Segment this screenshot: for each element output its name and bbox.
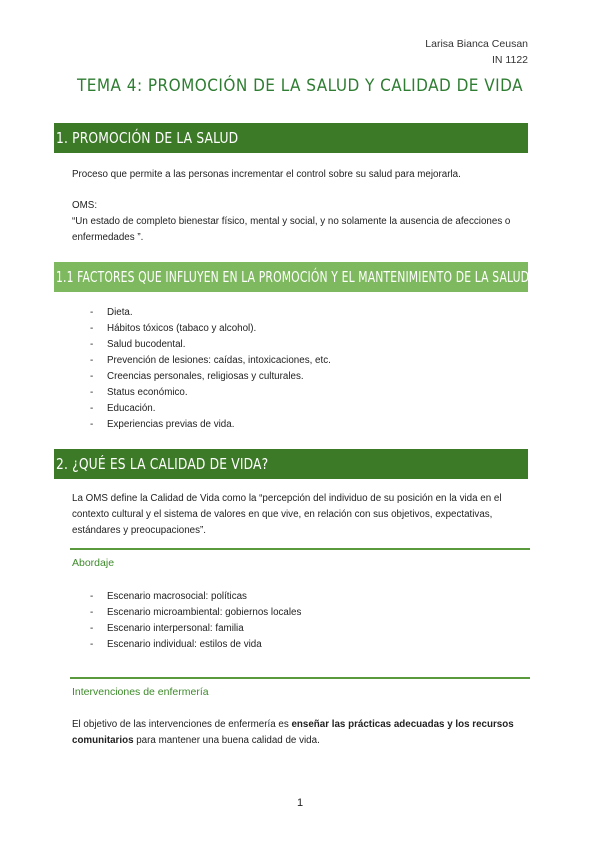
oms-label: OMS: — [72, 200, 98, 211]
list-item: - Escenario interpersonal: familia — [90, 621, 530, 637]
health-promotion-definition: Proceso que permite a las personas incrementar el control sobre su salud para mejorarla. — [72, 169, 461, 180]
list-item: - Creencias personales, religiosas y culturales. — [90, 369, 530, 385]
list-item: - Escenario individual: estilos de vida — [90, 637, 530, 653]
list-item: - Hábitos tóxicos (tabaco y alcohol). — [90, 321, 530, 337]
section-1-1-heading — [54, 262, 528, 292]
divider — [70, 677, 530, 679]
section-2-heading — [54, 449, 528, 479]
list-item: - Educación. — [90, 401, 530, 417]
author-name: Larisa Bianca Ceusan — [425, 38, 528, 50]
section-1-heading — [54, 123, 528, 153]
list-item: - Dieta. — [90, 305, 530, 321]
document-title: TEMA 4: PROMOCIÓN DE LA SALUD Y CALIDAD DE VIDA — [76, 76, 524, 96]
abordaje-heading: Abordaje — [72, 557, 115, 569]
oms-quote: “Un estado de completo bienestar físico, mental y social, y no solamente la ausencia de afecciones o enfermedades ”. — [72, 216, 511, 243]
intervenciones-emphasis: enseñar las prácticas adecuadas y los recursos comunitarios — [72, 719, 514, 746]
intervenciones-text-end: para mantener una buena calidad de vida. — [133, 735, 320, 746]
intervenciones-paragraph — [72, 717, 530, 749]
group-code: IN 1122 — [492, 54, 528, 66]
health-factors-list — [90, 305, 530, 433]
section-1-1-heading-text: 1.1 FACTORES QUE INFLUYEN EN LA PROMOCIÓN Y EL MANTENIMIENTO DE LA SALUD — [56, 268, 530, 286]
quality-of-life-definition: La OMS define la Calidad de Vida como la “percepción del individuo de su posición en la vida en el contexto cultural y el sistema de valores en que vive, en relación con sus objetivos, expectativas, estándares y preocupaciones”. — [72, 493, 502, 536]
page-number: 1 — [296, 797, 304, 809]
list-item: - Escenario microambiental: gobiernos locales — [90, 605, 530, 621]
divider — [70, 548, 530, 550]
intervenciones-text-start: El objetivo de las intervenciones de enfermería es — [72, 719, 292, 730]
list-item: - Salud bucodental. — [90, 337, 530, 353]
section-1-heading-text: 1. PROMOCIÓN DE LA SALUD — [56, 129, 239, 147]
intervenciones-heading: Intervenciones de enfermería — [72, 686, 209, 698]
section-2-heading-text: 2. ¿QUÉ ES LA CALIDAD DE VIDA? — [56, 455, 269, 473]
list-item: - Status económico. — [90, 385, 530, 401]
list-item: - Prevención de lesiones: caídas, intoxicaciones, etc. — [90, 353, 530, 369]
list-item: - Escenario macrosocial: políticas — [90, 589, 530, 605]
abordaje-list — [90, 589, 530, 653]
page-header — [425, 36, 528, 68]
list-item: - Experiencias previas de vida. — [90, 417, 530, 433]
